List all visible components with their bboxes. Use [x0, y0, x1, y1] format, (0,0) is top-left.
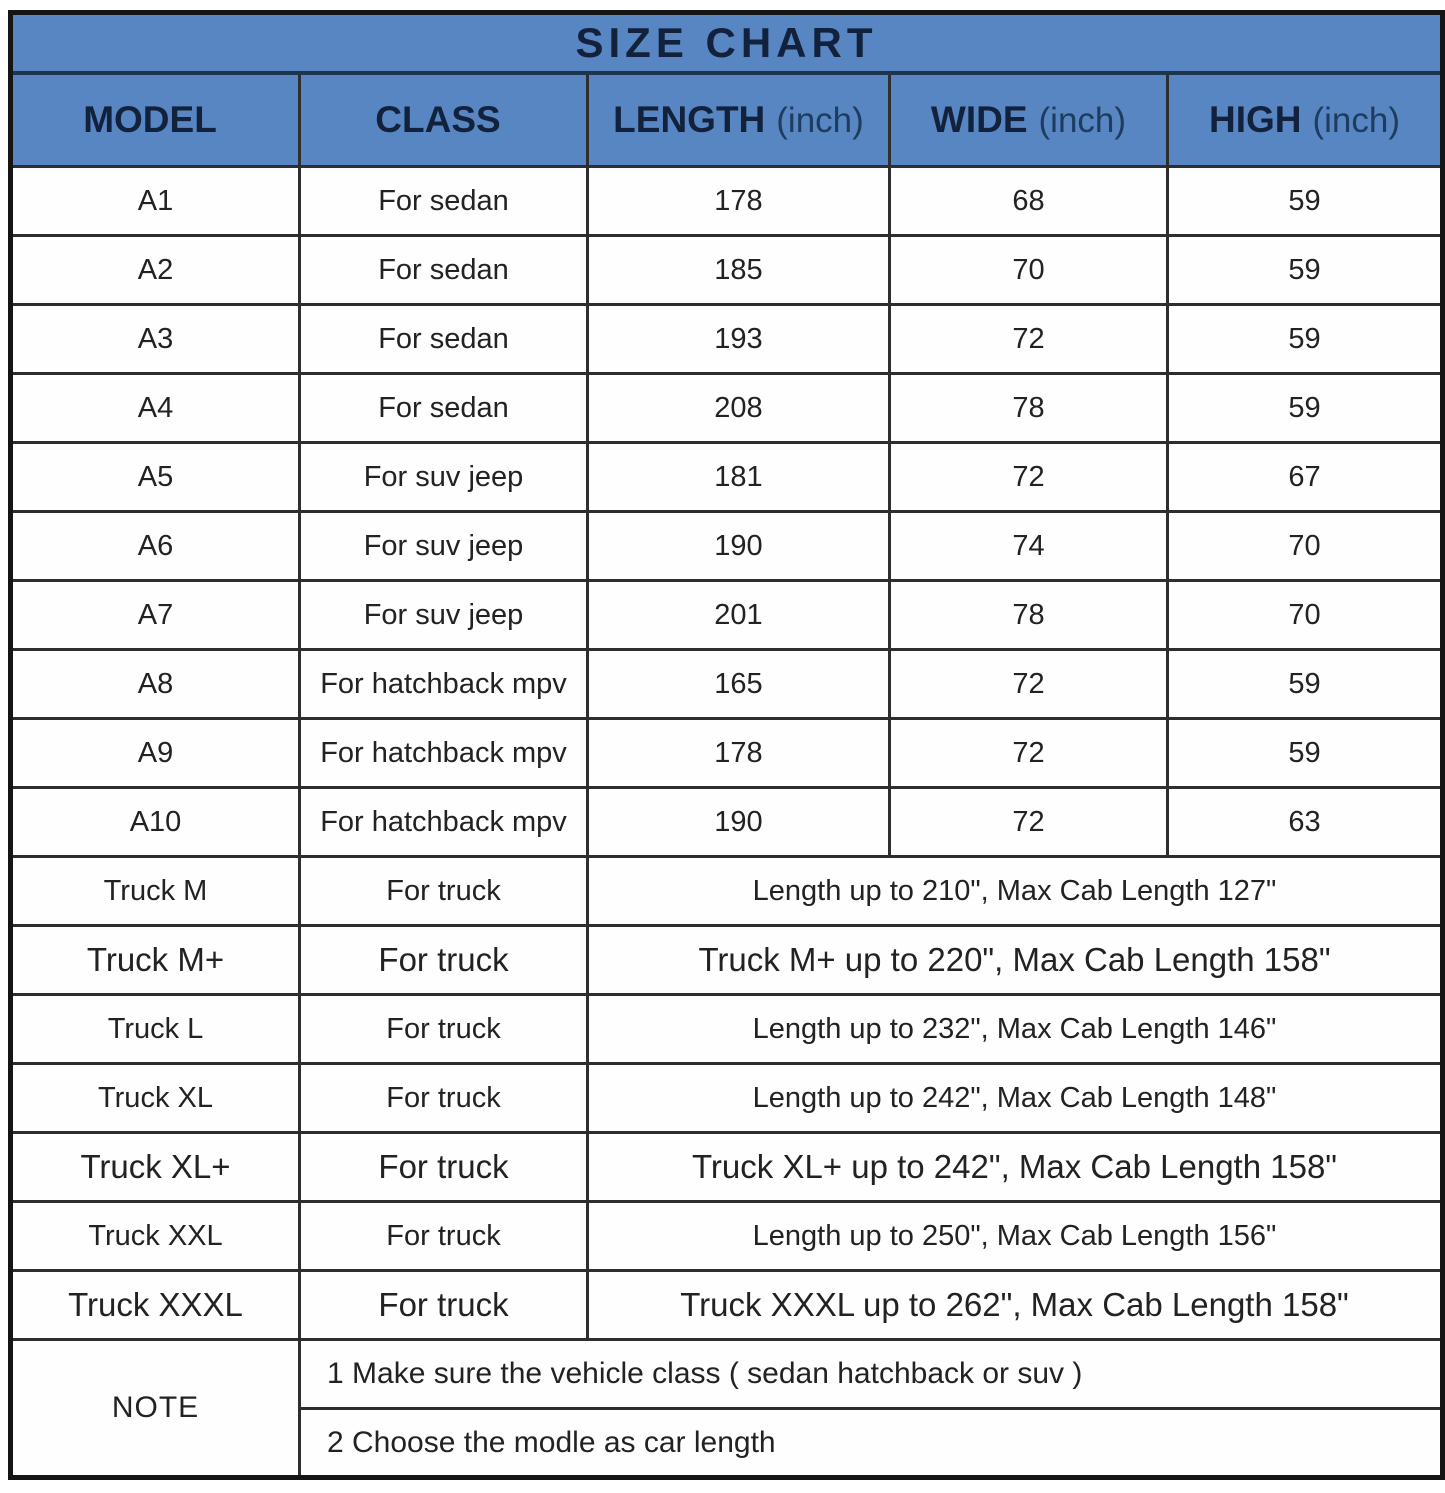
row-class: For hatchback mpv [300, 650, 588, 719]
row-model: A7 [11, 581, 300, 650]
column-header-length [588, 73, 890, 167]
table-row [11, 995, 1443, 1064]
table-row [11, 650, 1443, 719]
row-spec: Truck M+ up to 220", Max Cab Length 158" [588, 926, 1443, 995]
row-class: For suv jeep [300, 443, 588, 512]
row-length: 185 [588, 236, 890, 305]
row-length: 201 [588, 581, 890, 650]
table-row [11, 305, 1443, 374]
column-header-high [1168, 73, 1443, 167]
row-class: For truck [300, 857, 588, 926]
header-row [11, 73, 1443, 167]
row-length: 208 [588, 374, 890, 443]
row-class: For truck [300, 1064, 588, 1133]
column-header-model [11, 73, 300, 167]
row-wide: 70 [890, 236, 1168, 305]
note-row [11, 1340, 1443, 1409]
table-row [11, 857, 1443, 926]
table-row [11, 926, 1443, 995]
row-spec: Truck XXXL up to 262", Max Cab Length 158" [588, 1271, 1443, 1340]
row-model: A1 [11, 167, 300, 236]
row-high: 59 [1168, 650, 1443, 719]
row-spec: Length up to 232", Max Cab Length 146" [588, 995, 1443, 1064]
table-row [11, 236, 1443, 305]
table-row [11, 581, 1443, 650]
row-wide: 72 [890, 650, 1168, 719]
column-unit: (inch) [1038, 100, 1127, 140]
row-model: A10 [11, 788, 300, 857]
column-label: LENGTH [613, 98, 766, 140]
row-model: A6 [11, 512, 300, 581]
table-row [11, 788, 1443, 857]
row-class: For truck [300, 926, 588, 995]
row-class: For hatchback mpv [300, 719, 588, 788]
row-high: 59 [1168, 305, 1443, 374]
table-row [11, 374, 1443, 443]
column-label: CLASS [375, 98, 501, 140]
row-high: 59 [1168, 236, 1443, 305]
row-wide: 72 [890, 443, 1168, 512]
row-model: Truck L [11, 995, 300, 1064]
row-high: 59 [1168, 719, 1443, 788]
title-row [11, 13, 1443, 73]
table-row [11, 1202, 1443, 1271]
table-row [11, 719, 1443, 788]
column-label: HIGH [1208, 98, 1302, 140]
row-model: A3 [11, 305, 300, 374]
row-wide: 78 [890, 581, 1168, 650]
row-high: 59 [1168, 167, 1443, 236]
column-header-wide [890, 73, 1168, 167]
row-wide: 68 [890, 167, 1168, 236]
note-line-2: 2 Choose the modle as car length [300, 1409, 1443, 1478]
row-length: 178 [588, 719, 890, 788]
note-line-1: 1 Make sure the vehicle class ( sedan hatchback or suv ) [300, 1340, 1443, 1409]
row-model: A4 [11, 374, 300, 443]
table-row [11, 512, 1443, 581]
row-class: For truck [300, 995, 588, 1064]
table-row [11, 167, 1443, 236]
row-class: For sedan [300, 236, 588, 305]
row-spec: Length up to 250", Max Cab Length 156" [588, 1202, 1443, 1271]
row-class: For hatchback mpv [300, 788, 588, 857]
row-length: 190 [588, 788, 890, 857]
row-length: 193 [588, 305, 890, 374]
row-model: A5 [11, 443, 300, 512]
row-length: 165 [588, 650, 890, 719]
row-wide: 72 [890, 305, 1168, 374]
row-high: 67 [1168, 443, 1443, 512]
table-row [11, 1271, 1443, 1340]
row-model: A2 [11, 236, 300, 305]
row-spec: Length up to 210", Max Cab Length 127" [588, 857, 1443, 926]
row-class: For sedan [300, 167, 588, 236]
row-class: For truck [300, 1271, 588, 1340]
row-length: 190 [588, 512, 890, 581]
row-high: 59 [1168, 374, 1443, 443]
row-wide: 72 [890, 788, 1168, 857]
row-high: 70 [1168, 581, 1443, 650]
column-label: MODEL [83, 98, 217, 140]
chart-title: SIZE CHART [11, 13, 1443, 73]
column-unit: (inch) [1312, 100, 1401, 140]
row-model: Truck XL [11, 1064, 300, 1133]
row-model: Truck XXXL [11, 1271, 300, 1340]
table-row [11, 1064, 1443, 1133]
row-model: A9 [11, 719, 300, 788]
row-wide: 72 [890, 719, 1168, 788]
row-model: Truck XL+ [11, 1133, 300, 1202]
row-class: For truck [300, 1133, 588, 1202]
row-model: Truck M+ [11, 926, 300, 995]
row-class: For sedan [300, 374, 588, 443]
row-model: A8 [11, 650, 300, 719]
size-chart-table [8, 10, 1445, 1480]
row-spec: Length up to 242", Max Cab Length 148" [588, 1064, 1443, 1133]
row-model: Truck M [11, 857, 300, 926]
row-high: 63 [1168, 788, 1443, 857]
row-class: For sedan [300, 305, 588, 374]
column-label: WIDE [930, 98, 1028, 140]
row-class: For suv jeep [300, 581, 588, 650]
row-length: 181 [588, 443, 890, 512]
row-model: Truck XXL [11, 1202, 300, 1271]
row-spec: Truck XL+ up to 242", Max Cab Length 158" [588, 1133, 1443, 1202]
row-class: For suv jeep [300, 512, 588, 581]
row-wide: 78 [890, 374, 1168, 443]
note-label: NOTE [11, 1340, 300, 1478]
table-row [11, 443, 1443, 512]
row-high: 70 [1168, 512, 1443, 581]
column-unit: (inch) [776, 100, 864, 140]
row-class: For truck [300, 1202, 588, 1271]
column-header-class [300, 73, 588, 167]
table-row [11, 1133, 1443, 1202]
row-length: 178 [588, 167, 890, 236]
row-wide: 74 [890, 512, 1168, 581]
